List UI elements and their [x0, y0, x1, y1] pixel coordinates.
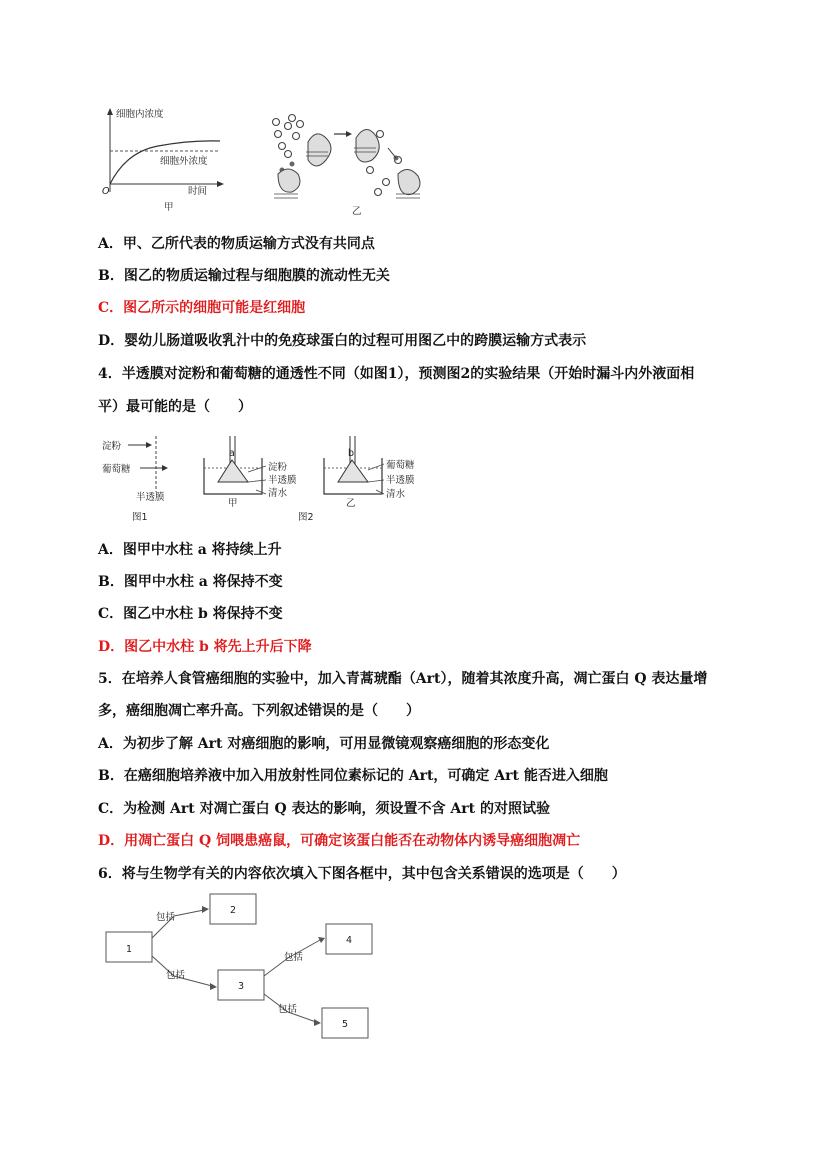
fig2-yi-label: 乙	[346, 498, 356, 509]
graph-label-jia: 甲	[164, 202, 174, 213]
box-2-label: 2	[230, 905, 237, 916]
figure-label-yi: 乙	[352, 206, 362, 217]
q5-option-b: B．在癌细胞培养液中加入用放射性同位素标记的 Art，可确定 Art 能否进入细胞	[98, 768, 608, 784]
fig2-yi-water: 清水	[386, 489, 406, 500]
include-label-2: 包括	[166, 970, 186, 981]
fig1-membrane: 半透膜	[136, 492, 165, 503]
q3-option-b: B．图乙的物质运输过程与细胞膜的流动性无关	[98, 268, 390, 284]
q4-option-c: C．图乙中水柱 b 将保持不变	[98, 606, 283, 622]
figure-jia-graph	[98, 104, 228, 214]
q5-stem-line1: 5．在培养人食管癌细胞的实验中，加入青蒿琥酯（Art），随着其浓度升高，凋亡蛋白 Q 表达量增	[98, 671, 708, 687]
q5-stem-line2: 多，癌细胞凋亡率升高。下列叙述错误的是（ ）	[98, 703, 420, 719]
figure-q6-diagram	[98, 890, 388, 1050]
q3-option-a: A．甲、乙所代表的物质运输方式没有共同点	[98, 236, 375, 252]
include-label-1: 包括	[156, 912, 176, 923]
fig1-glucose: 葡萄糖	[102, 464, 131, 475]
fig2-jia-starch: 淀粉	[268, 462, 288, 473]
q5-option-c: C．为检测 Art 对凋亡蛋白 Q 表达的影响，须设置不含 Art 的对照试验	[98, 801, 550, 817]
fig2-yi-column-b: b	[348, 448, 355, 459]
fig2-jia-water: 清水	[268, 488, 288, 499]
q5-option-d: D．用凋亡蛋白 Q 饲喂患癌鼠，可确定该蛋白能否在动物体内诱导癌细胞凋亡	[98, 833, 581, 849]
graph-dash-label: 细胞外浓度	[160, 156, 208, 167]
q4-option-b: B．图甲中水柱 a 将保持不变	[98, 574, 283, 590]
box-3-label: 3	[238, 981, 245, 992]
q4-stem-line1: 4．半透膜对淀粉和葡萄糖的通透性不同（如图1），预测图2的实验结果（开始时漏斗内外液面相	[98, 366, 695, 382]
figure-yi-membrane	[268, 112, 438, 217]
fig2-jia-column-a: a	[229, 448, 235, 459]
graph-origin: O	[102, 186, 110, 197]
fig1-starch: 淀粉	[102, 441, 122, 452]
box-4-label: 4	[346, 935, 353, 946]
figure-q4	[98, 434, 428, 524]
q5-option-a: A．为初步了解 Art 对癌细胞的影响，可用显微镜观察癌细胞的形态变化	[98, 736, 550, 752]
fig2-yi-glucose: 葡萄糖	[386, 460, 415, 471]
fig1-label: 图1	[132, 512, 148, 523]
fig2-yi-membrane: 半透膜	[386, 475, 415, 486]
fig2-jia-membrane: 半透膜	[268, 475, 297, 486]
graph-xlabel: 时间	[188, 186, 208, 197]
q4-option-a: A．图甲中水柱 a 将持续上升	[98, 542, 282, 558]
q3-option-d: D．婴幼儿肠道吸收乳汁中的免疫球蛋白的过程可用图乙中的跨膜运输方式表示	[98, 333, 587, 349]
q4-option-d: D．图乙中水柱 b 将先上升后下降	[98, 639, 312, 655]
box-5-label: 5	[342, 1019, 349, 1030]
box-1-label: 1	[126, 944, 133, 955]
fig2-label: 图2	[298, 512, 314, 523]
graph-ylabel: 细胞内浓度	[116, 109, 164, 120]
q6-stem: 6．将与生物学有关的内容依次填入下图各框中，其中包含关系错误的选项是（ ）	[98, 866, 626, 882]
q3-option-c: C．图乙所示的细胞可能是红细胞	[98, 300, 306, 316]
include-label-4: 包括	[278, 1004, 298, 1015]
include-label-3: 包括	[284, 952, 304, 963]
fig2-jia-label: 甲	[228, 498, 238, 509]
q4-stem-line2: 平）最可能的是（ ）	[98, 399, 252, 415]
